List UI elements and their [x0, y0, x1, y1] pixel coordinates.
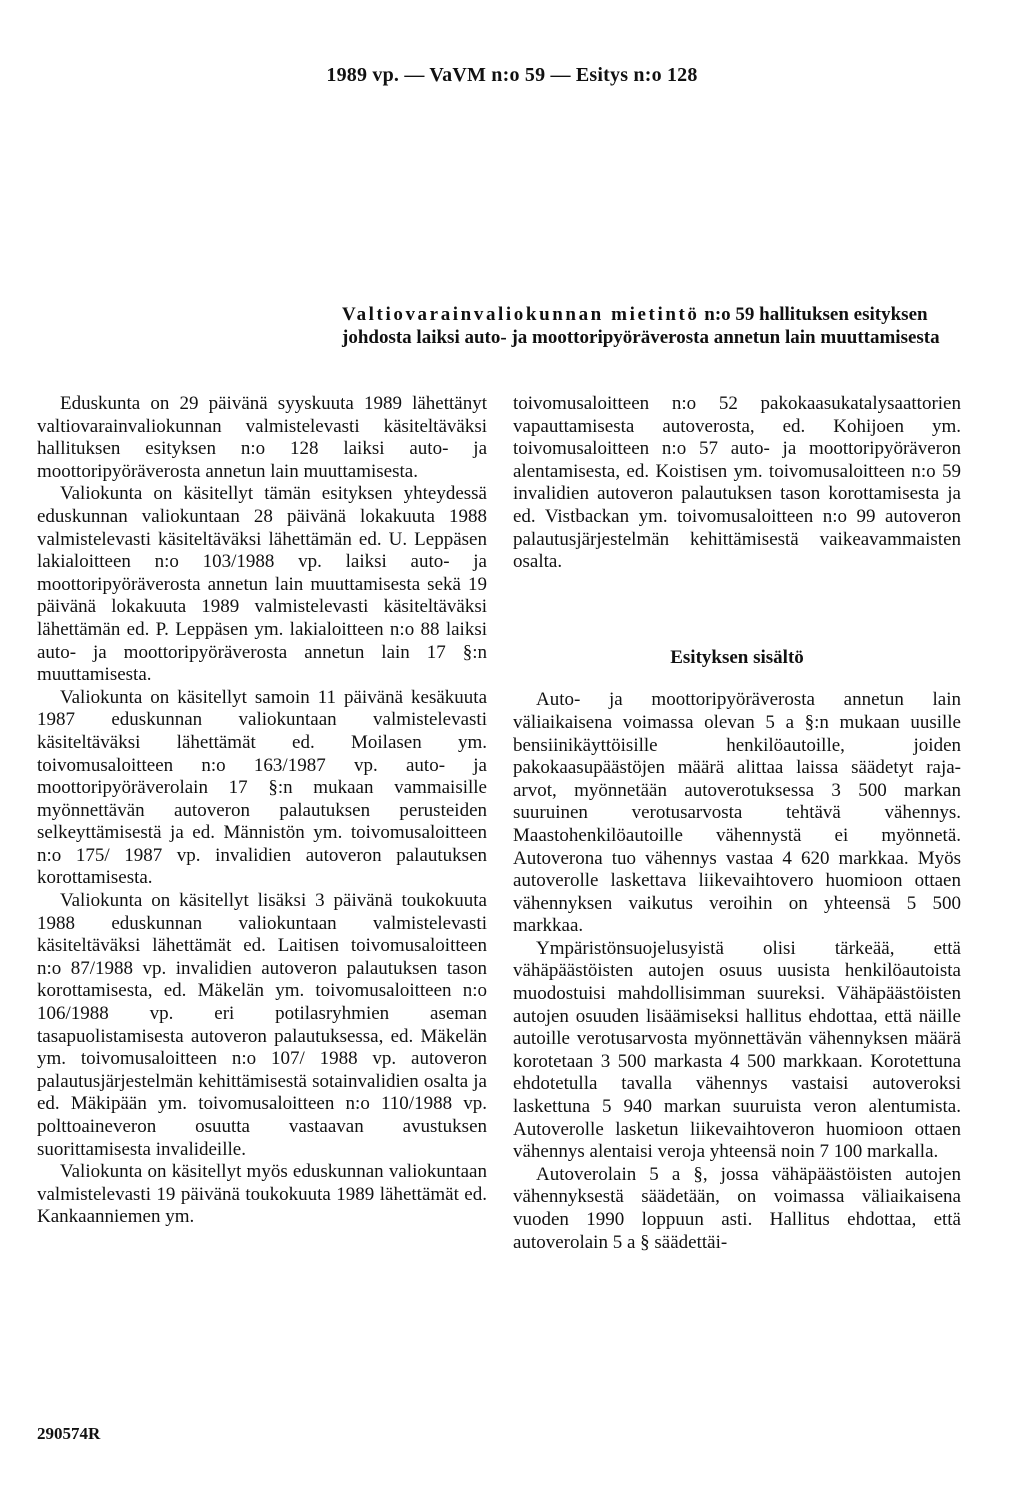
report-title-rest: n:o 59 hallituksen esityksen johdosta laiksi auto- ja moottoripyöräverosta annetun lain muuttamisesta — [342, 304, 940, 348]
right-column — [513, 393, 961, 1254]
document-code: 290574R — [37, 1424, 101, 1443]
right-paragraph-2: Ympäristönsuojelusyistä olisi tärkeää, että vähäpäästöisten autojen osuus uusista henkilöautoista muodostuisi mahdollisimman suureksi. Vähäpäästöisten autojen osuuden lisäämiseksi hallitus ehdottaa, että näille autoille verotusarvosta myönnettävän vähennyksen määrä korotetaan 3 500 markasta 4 500 markkaan. Korotettuna ehdotetulla tavalla vähennys vastaisi autoveroksi laskettuna 5 940 markan suuruista veron alentumista. Autoverolle lasketun liikevaihtoveron huomioon ottaen vähennys alentaisi veroja yhteensä noin 7 100 markalla. — [513, 937, 961, 1163]
left-paragraph-2: Valiokunta on käsitellyt tämän esityksen yhteydessä eduskunnan valiokuntaan 28 päivänä lokakuuta 1988 valmistelevasti käsiteltäväksi lähettämän ed. U. Leppäsen lakialoitteen n:o 103/1988 vp. laiksi auto- ja moottoripyöräverosta annetun lain muuttamisesta sekä 19 päivänä lokakuuta 1989 valmistelevasti käsiteltäväksi lähettämän ed. P. Leppäsen ym. lakialoitteen n:o 88 laiksi auto- ja moottoripyöräverosta annetun lain 17 §:n muuttamisesta. — [37, 483, 487, 686]
section-heading: Esityksen sisältö — [670, 646, 804, 668]
left-column — [37, 393, 487, 1229]
report-title — [342, 303, 964, 349]
page-header: 1989 vp. — VaVM n:o 59 — Esitys n:o 128 — [326, 64, 698, 86]
right-continuation-paragraph: toivomusaloitteen n:o 52 pakokaasukatalysaattorien vapauttamisesta autoverosta, ed. Kohijoen ym. toivomusaloitteen n:o 57 auto- ja moottoripyöräveron alentamisesta, ed. Koistisen ym. toivomusaloitteen n:o 59 invalidien autoveron palautuksen tason korottamisesta ja ed. Vistbackan ym. toivomusaloitteen n:o 99 autoveron palautusjärjestelmän kehittämisestä vaikeavammaisten osalta. — [513, 393, 961, 573]
right-paragraph-1: Auto- ja moottoripyöräverosta annetun lain väliaikaisena voimassa olevan 5 a §:n mukaan uusille bensiinikäyttöisille henkilöautoille, joiden pakokaasupäästöjen määrä alittaa laissa säädetyt raja-arvot, myönnetään autoverotuksessa 3 500 markan suuruinen verotusarvosta tehtävä vähennys. Maastohenkilöautoille vähennystä ei myönnetä. Autoverona tuo vähennys vastaa 4 620 markkaa. Myös autoverolle laskettava liikevaihtovero huomioon ottaen vähennyksen vaikutus veroihin on yhteensä 5 500 markkaa. — [513, 689, 961, 937]
left-paragraph-4: Valiokunta on käsitellyt lisäksi 3 päivänä toukokuuta 1988 eduskunnan valiokuntaan valmistelevasti käsiteltäväksi lähettämät ed. Laitisen toivomusaloitteen n:o 87/1988 vp. invalidien autoveron palautuksen tason korottamisesta, ed. Mäkelän ym. toivomusaloitteen n:o 106/1988 vp. eri potilasryhmien aseman tasapuolistamisesta autoveron palautuksessa, ed. Mäkelän ym. toivomusaloitteen n:o 107/ 1988 vp. autoveron palautusjärjestelmän kehittämisestä sotainvalidien osalta ja ed. Mäkipään ym. toivomusaloitteen n:o 110/1988 vp. polttoaineveron osuutta vastaavan avustuksen suorittamisesta invalideille. — [37, 890, 487, 1160]
left-paragraph-1: Eduskunta on 29 päivänä syyskuuta 1989 lähettänyt valtiovarainvaliokunnan valmistelevasti käsiteltäväksi hallituksen esityksen n:o 128 laiksi auto- ja moottoripyöräverosta annetun lain muuttamisesta. — [37, 393, 487, 482]
left-paragraph-3: Valiokunta on käsitellyt samoin 11 päivänä kesäkuuta 1987 eduskunnan valiokuntaan valmistelevasti käsiteltäväksi lähettämät ed. Moilasen ym. toivomusaloitteen n:o 163/1987 vp. auto- ja moottoripyöräverolain 17 §:n mukaan vammaisille myönnettävän autoveron palautuksen perusteiden selkeyttämisestä ja ed. Männistön ym. toivomusaloitteen n:o 175/ 1987 vp. invalidien autoveron palautuksen korottamisesta. — [37, 686, 487, 889]
right-paragraph-3: Autoverolain 5 a §, jossa vähäpäästöisten autojen vähennyksestä säädetään, on voimassa väliaikaisena vuoden 1990 loppuun asti. Hallitus ehdottaa, että autoverolain 5 a § säädettäi- — [513, 1163, 961, 1253]
left-paragraph-5: Valiokunta on käsitellyt myös eduskunnan valiokuntaan valmistelevasti 19 päivänä toukokuuta 1989 lähettämät ed. Kankaanniemen ym. — [37, 1161, 487, 1228]
report-title-spaced: Valtiovarainvaliokunnan mietintö — [342, 304, 700, 325]
